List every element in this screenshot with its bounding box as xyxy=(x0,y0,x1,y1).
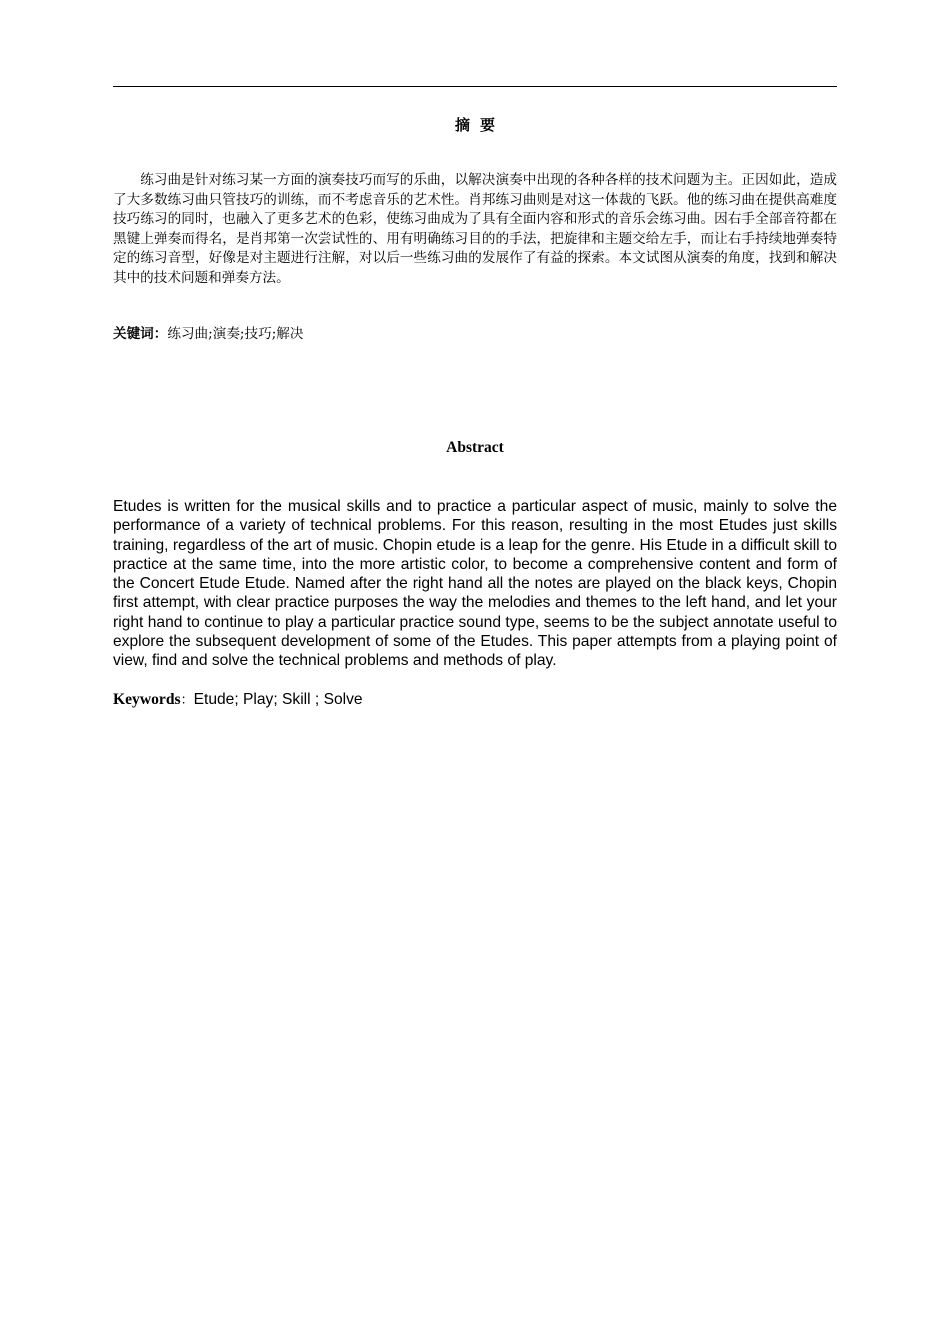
english-abstract-heading: Abstract xyxy=(446,439,504,456)
chinese-keywords-values: 练习曲;演奏;技巧;解决 xyxy=(167,326,304,342)
chinese-keywords-line xyxy=(113,325,837,345)
english-keywords-label: Keywords xyxy=(113,691,181,708)
english-keywords-separator: ： xyxy=(180,693,194,708)
chinese-abstract-body: 练习曲是针对练习某一方面的演奏技巧而写的乐曲，以解决演奏中出现的各种各样的技术问题为主。正因如此，造成了大多数练习曲只管技巧的训练，而不考虑音乐的艺术性。肖邦练习曲则是对这一体裁的飞跃。他的练习曲在提供高难度技巧练习的同时，也融入了更多艺术的色彩，使练习曲成为了具有全面内容和形式的音乐会练习曲。因右手全部音符都在黑键上弹奏而得名，是肖邦第一次尝试性的、用有明确练习目的的手法，把旋律和主题交给左手，而让右手持续地弹奏特定的练习音型，好像是对主题进行注解，对以后一些练习曲的发展作了有益的探索。本文试图从演奏的角度，找到和解决其中的技术问题和弹奏方法。 xyxy=(113,172,837,286)
header-rule xyxy=(113,86,837,87)
english-keywords-values: Etude; Play; Skill ; Solve xyxy=(193,691,363,708)
chinese-keywords-label: 关键词： xyxy=(113,326,168,342)
chinese-abstract-heading: 摘要 xyxy=(454,116,505,134)
english-abstract-body: Etudes is written for the musical skills and to practice a particular aspect of music, mainly to solve the performance of a variety of technical problems. For this reason, resulting in the most Etudes just skills training, regardless of the art of music. Chopin etude is a leap for the genre. His Etude in a difficult skill to practice at the same time, into the more artistic color, to become a comprehensive content and form of the Concert Etude Etude. Named after the right hand all the notes are played on the black keys, Chopin first attempt, with clear practice purposes the way the melodies and themes to the left hand, and let your right hand to continue to play a particular practice sound type, seems to be the subject annotate useful to explore the subsequent development of some of the Etudes. This paper attempts from a playing point of view, find and solve the technical problems and methods of play. xyxy=(113,498,837,670)
english-keywords-line xyxy=(113,690,837,710)
